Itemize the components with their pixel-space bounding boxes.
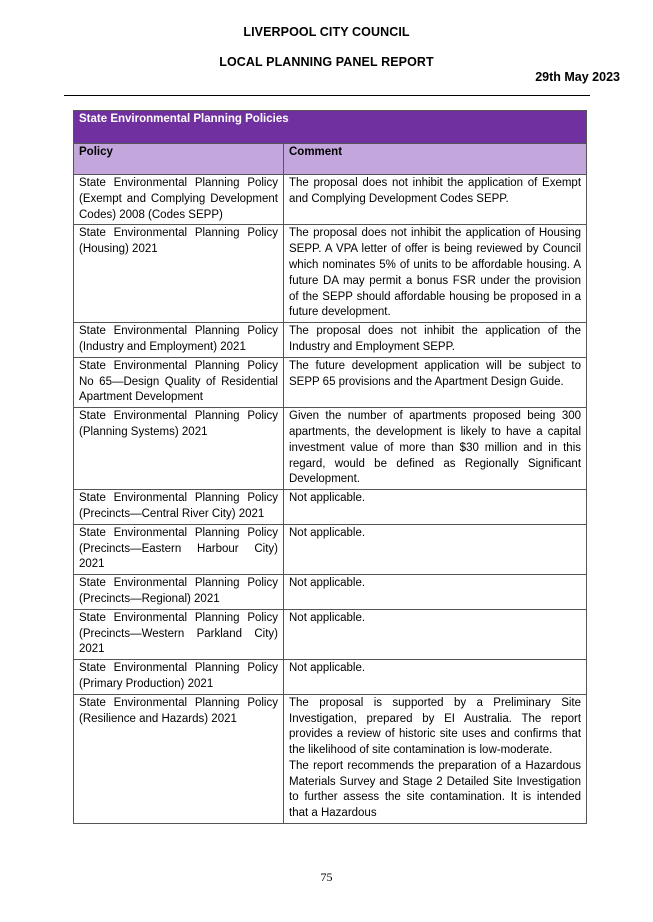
sepp-table [73, 110, 587, 824]
policy-cell: State Environmental Planning Policy (Primary Production) 2021 [74, 660, 284, 695]
table-row [74, 490, 587, 525]
comment-paragraph: The proposal is supported by a Preliminary Site Investigation, prepared by EI Australia. The report provides a review of historic site uses and confirms that the likelihood of site contamination is low-moderate. [289, 696, 582, 757]
comment-paragraph: Not applicable. [289, 611, 366, 624]
comment-paragraph: The proposal does not inhibit the application of Exempt and Complying Development Codes SEPP. [289, 177, 582, 205]
table-row [74, 225, 587, 323]
council-name: LIVERPOOL CITY COUNCIL [243, 25, 410, 39]
comment-paragraph: The report recommends the preparation of a Hazardous Materials Survey and Stage 2 Detailed Site Investigation to further assess the site contamination. It is intended that a Hazardous [289, 759, 582, 820]
table-row [74, 323, 587, 358]
comment-cell [284, 609, 587, 659]
table-body [74, 175, 587, 824]
comment-cell [284, 575, 587, 610]
table-row [74, 524, 587, 574]
comment-cell [284, 408, 587, 490]
comment-cell [284, 694, 587, 823]
comment-paragraph: Given the number of apartments proposed being 300 apartments, the development is likely to have a capital investment value of more than $30 million and in this regard, would be defined as Regionally Significant Development. [289, 410, 582, 486]
comment-cell [284, 524, 587, 574]
comment-paragraph: The future development application will be subject to SEPP 65 provisions and the Apartment Design Guide. [289, 359, 582, 388]
policy-cell: State Environmental Planning Policy (Precincts—Central River City) 2021 [74, 490, 284, 525]
header-divider [64, 95, 590, 96]
comment-cell [284, 225, 587, 323]
comment-paragraph: Not applicable. [289, 662, 366, 675]
policy-cell: State Environmental Planning Policy (Housing) 2021 [74, 225, 284, 323]
report-date: 29th May 2023 [535, 70, 620, 84]
comment-paragraph: Not applicable. [289, 492, 366, 505]
comment-cell [284, 490, 587, 525]
table-row [74, 408, 587, 490]
column-header-policy: Policy [74, 144, 284, 175]
comment-cell [284, 175, 587, 225]
comment-cell [284, 357, 587, 407]
policy-cell: State Environmental Planning Policy (Planning Systems) 2021 [74, 408, 284, 490]
policy-cell: State Environmental Planning Policy No 65—Design Quality of Residential Apartment Development [74, 357, 284, 407]
table-row [74, 357, 587, 407]
comment-paragraph: The proposal does not inhibit the application of the Industry and Employment SEPP. [289, 325, 582, 353]
table-row [74, 694, 587, 823]
table-title: State Environmental Planning Policies [74, 111, 587, 144]
comment-paragraph: Not applicable. [289, 577, 366, 590]
policy-cell: State Environmental Planning Policy (Precincts—Eastern Harbour City) 2021 [74, 524, 284, 574]
table-row [74, 175, 587, 225]
comment-cell [284, 660, 587, 695]
comment-cell [284, 323, 587, 358]
policy-cell: State Environmental Planning Policy (Precincts—Regional) 2021 [74, 575, 284, 610]
table-row [74, 575, 587, 610]
comment-paragraph: The proposal does not inhibit the application of Housing SEPP. A VPA letter of offer is being reviewed by Council which nominates 5% of units to be affordable housing. A future DA may permit a bonus FSR under the provision of the SEPP should affordable housing be proposed in a future development. [289, 227, 582, 319]
table-row [74, 609, 587, 659]
table-row [74, 660, 587, 695]
comment-paragraph: Not applicable. [289, 526, 366, 539]
report-title: LOCAL PLANNING PANEL REPORT [219, 55, 434, 69]
policy-cell: State Environmental Planning Policy (Precincts—Western Parkland City) 2021 [74, 609, 284, 659]
page-number: 75 [320, 870, 333, 884]
column-header-comment: Comment [284, 144, 587, 175]
policy-cell: State Environmental Planning Policy (Industry and Employment) 2021 [74, 323, 284, 358]
policy-cell: State Environmental Planning Policy (Exempt and Complying Development Codes) 2008 (Codes SEPP) [74, 175, 284, 225]
policy-cell: State Environmental Planning Policy (Resilience and Hazards) 2021 [74, 694, 284, 823]
